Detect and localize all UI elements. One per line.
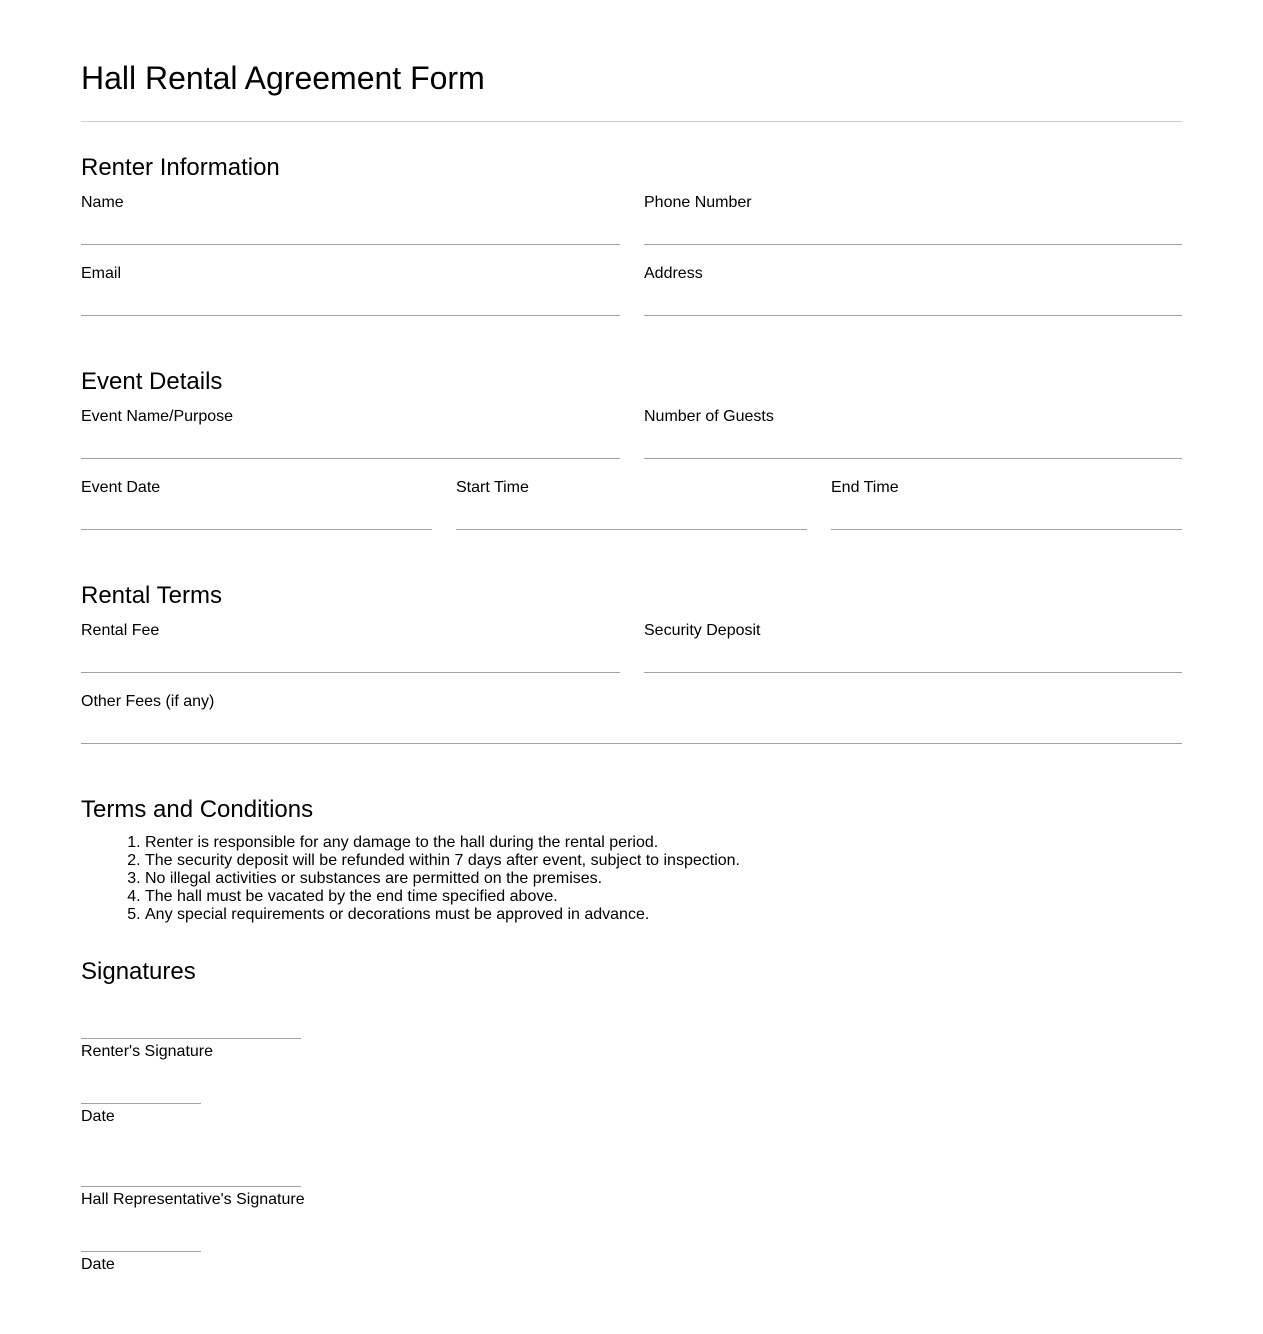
- term-item: 1. Renter is responsible for any damage to the hall during the rental period.: [145, 834, 740, 852]
- phone-field[interactable]: [644, 193, 1182, 245]
- section-title-renter-information: Renter Information: [81, 154, 280, 181]
- page-title: Hall Rental Agreement Form: [81, 60, 485, 96]
- rental-fee-label: Rental Fee: [81, 622, 160, 639]
- hall-rep-date-label: Date: [81, 1256, 115, 1273]
- name-input-line[interactable]: [81, 244, 620, 245]
- security-deposit-field[interactable]: [644, 621, 1182, 673]
- address-field[interactable]: [644, 264, 1182, 316]
- name-label: Name: [81, 194, 124, 211]
- renter-signature-label: Renter's Signature: [81, 1043, 214, 1060]
- event-date-field[interactable]: [81, 478, 432, 530]
- email-label: Email: [81, 265, 122, 282]
- email-input-line[interactable]: [81, 315, 620, 316]
- renter-date-line[interactable]: [81, 1103, 201, 1104]
- hall-rep-date-line[interactable]: [81, 1251, 201, 1252]
- guests-label: Number of Guests: [644, 408, 774, 425]
- start-time-label: Start Time: [456, 479, 529, 496]
- other-fees-label: Other Fees (if any): [81, 693, 215, 710]
- start-time-field[interactable]: [456, 478, 807, 530]
- rental-fee-input-line[interactable]: [81, 672, 620, 673]
- security-deposit-label: Security Deposit: [644, 622, 761, 639]
- email-field[interactable]: [81, 264, 620, 316]
- name-field[interactable]: [81, 193, 620, 245]
- event-date-input-line[interactable]: [81, 529, 432, 530]
- event-name-field[interactable]: [81, 407, 620, 459]
- end-time-field[interactable]: [831, 478, 1182, 530]
- hall-rep-signature-block[interactable]: [81, 1186, 305, 1210]
- start-time-input-line[interactable]: [456, 529, 807, 530]
- guests-input-line[interactable]: [644, 458, 1182, 459]
- event-name-input-line[interactable]: [81, 458, 620, 459]
- terms-list: [81, 834, 740, 924]
- section-title-terms-conditions: Terms and Conditions: [81, 796, 314, 823]
- phone-input-line[interactable]: [644, 244, 1182, 245]
- event-name-label: Event Name/Purpose: [81, 408, 234, 425]
- term-item: 4. The hall must be vacated by the end time specified above.: [145, 888, 740, 906]
- security-deposit-input-line[interactable]: [644, 672, 1182, 673]
- other-fees-input-line[interactable]: [81, 743, 1182, 744]
- renter-date-label: Date: [81, 1108, 115, 1125]
- section-title-rental-terms: Rental Terms: [81, 582, 222, 609]
- term-item: 2. The security deposit will be refunded within 7 days after event, subject to inspection.: [145, 852, 740, 870]
- address-input-line[interactable]: [644, 315, 1182, 316]
- hall-rep-date-block[interactable]: [81, 1251, 201, 1275]
- address-label: Address: [644, 265, 703, 282]
- other-fees-field[interactable]: [81, 692, 1182, 744]
- renter-signature-line[interactable]: [81, 1038, 301, 1039]
- hall-rep-signature-label: Hall Representative's Signature: [81, 1191, 305, 1208]
- renter-date-block[interactable]: [81, 1103, 201, 1127]
- rental-fee-field[interactable]: [81, 621, 620, 673]
- event-date-label: Event Date: [81, 479, 161, 496]
- end-time-input-line[interactable]: [831, 529, 1182, 530]
- title-divider: [81, 121, 1182, 122]
- phone-label: Phone Number: [644, 194, 752, 211]
- term-item: 3. No illegal activities or substances are permitted on the premises.: [145, 870, 740, 888]
- renter-signature-block[interactable]: [81, 1038, 301, 1062]
- guests-field[interactable]: [644, 407, 1182, 459]
- section-title-event-details: Event Details: [81, 368, 223, 395]
- hall-rep-signature-line[interactable]: [81, 1186, 301, 1187]
- section-title-signatures: Signatures: [81, 958, 196, 985]
- term-item: 5. Any special requirements or decorations must be approved in advance.: [145, 906, 740, 924]
- end-time-label: End Time: [831, 479, 899, 496]
